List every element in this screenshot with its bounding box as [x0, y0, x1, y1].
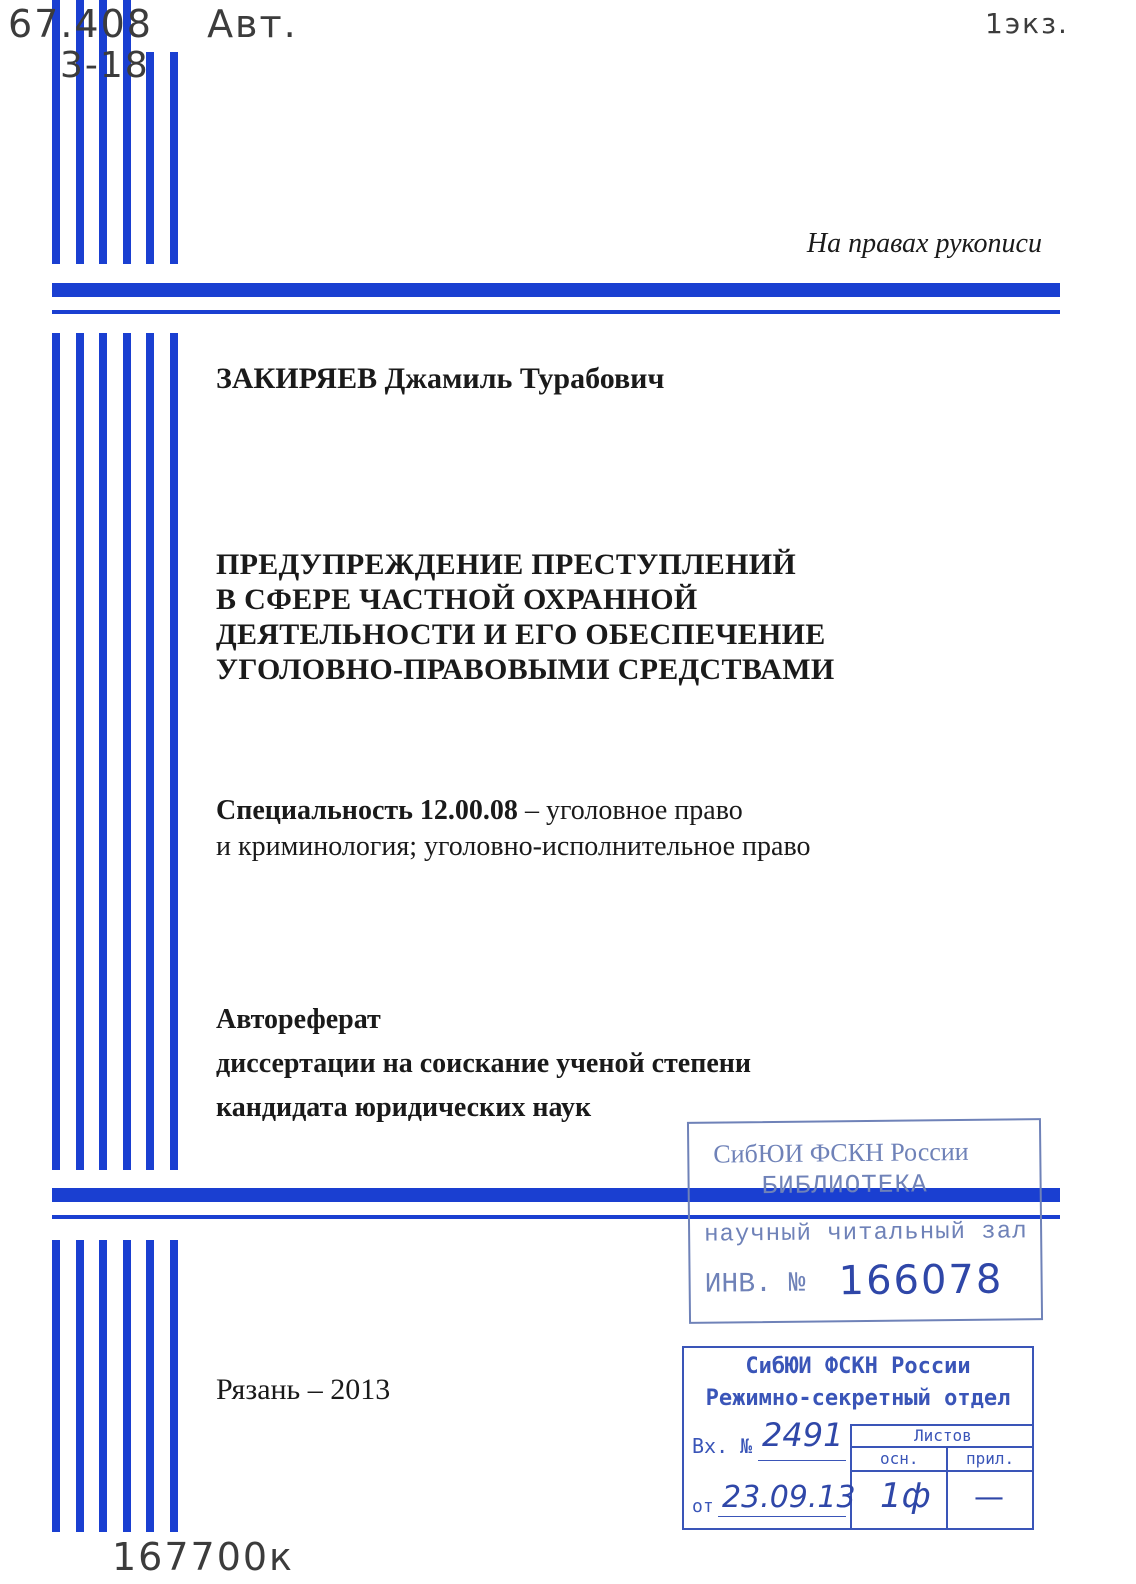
city-year: Рязань – 2013 — [216, 1373, 391, 1406]
specialty-label: Специальность 12.00.08 — [216, 795, 518, 826]
main-sheets-value: 1ф — [880, 1476, 931, 1516]
library-stamp-inv-label: ИНВ. № — [704, 1268, 806, 1301]
appendix-sheets-value: — — [974, 1480, 1004, 1515]
stamp-table-line — [850, 1446, 1032, 1448]
secret-dept-stamp — [682, 1346, 1034, 1530]
header-note: На правах рукописи — [806, 228, 1042, 259]
incoming-date: 23.09.13 — [722, 1480, 856, 1515]
library-stamp-inv-number: 166078 — [838, 1256, 1004, 1305]
library-stamp-line: БИБЛИОТЕКА — [761, 1169, 928, 1202]
author-name: ЗАКИРЯЕВ Джамиль Турабович — [216, 362, 665, 395]
secret-stamp-line: СибЮИ ФСКН России — [745, 1354, 971, 1379]
decor-bar — [99, 1240, 107, 1532]
decor-bar — [170, 333, 178, 1170]
abstract-line: кандидата юридических наук — [216, 1092, 592, 1123]
library-stamp-line: СибЮИ ФСКН России — [713, 1136, 969, 1169]
library-stamp-line: научный читальный зал — [703, 1218, 1028, 1249]
stamp-table-line — [850, 1470, 1032, 1472]
decor-bar — [52, 1240, 60, 1532]
specialty-line1 — [216, 793, 810, 829]
dissertation-title — [216, 547, 834, 687]
sheets-label: Листов — [914, 1426, 972, 1445]
title-line: УГОЛОВНО-ПРАВОВЫМИ СРЕДСТВАМИ — [216, 653, 835, 686]
decor-bar — [146, 333, 154, 1170]
specialty — [216, 793, 810, 865]
decor-bar — [123, 333, 131, 1170]
secret-stamp-line: Режимно-секретный отдел — [705, 1386, 1011, 1411]
specialty-line2: и криминология; уголовно-исполнительное право — [216, 831, 811, 862]
decor-bar — [123, 1240, 131, 1532]
handwritten-copies: 1экз. — [985, 7, 1069, 40]
handwritten-bottom-number: 167700к — [112, 1535, 295, 1579]
decor-bar — [99, 333, 107, 1170]
incoming-number: 2491 — [762, 1416, 844, 1454]
appendix-label: прил. — [966, 1449, 1015, 1468]
incoming-label: Вх. № — [692, 1434, 753, 1458]
stamp-underline — [718, 1516, 846, 1517]
call-number-line1: 67.408 — [8, 2, 153, 46]
decor-line-thin — [52, 310, 1060, 314]
handwritten-call-number — [8, 4, 298, 44]
handwritten-call-number-line2: 3-18 — [60, 45, 150, 86]
decor-bar — [52, 333, 60, 1170]
decor-bar — [146, 1240, 154, 1532]
decor-bar — [170, 1240, 178, 1532]
specialty-text: – уголовное право — [517, 795, 743, 826]
stamp-table-line — [946, 1446, 948, 1528]
title-line: ДЕЯТЕЛЬНОСТИ И ЕГО ОБЕСПЕЧЕНИЕ — [216, 618, 826, 651]
abstract-line: диссертации на соискание ученой степени — [216, 1048, 752, 1079]
library-stamp — [687, 1118, 1043, 1324]
decor-bar — [76, 1240, 84, 1532]
main-label: осн. — [880, 1449, 919, 1468]
stamp-underline — [758, 1460, 846, 1461]
decor-bar — [76, 333, 84, 1170]
from-label: от — [692, 1496, 714, 1517]
abstract-block — [216, 998, 751, 1130]
call-number-suffix: Авт. — [207, 2, 298, 46]
title-line: ПРЕДУПРЕЖДЕНИЕ ПРЕСТУПЛЕНИЙ — [216, 548, 797, 581]
abstract-line: Автореферат — [216, 1004, 381, 1035]
decor-line-thick — [52, 283, 1060, 297]
decor-bar — [170, 52, 178, 264]
title-line: В СФЕРЕ ЧАСТНОЙ ОХРАННОЙ — [216, 583, 698, 616]
